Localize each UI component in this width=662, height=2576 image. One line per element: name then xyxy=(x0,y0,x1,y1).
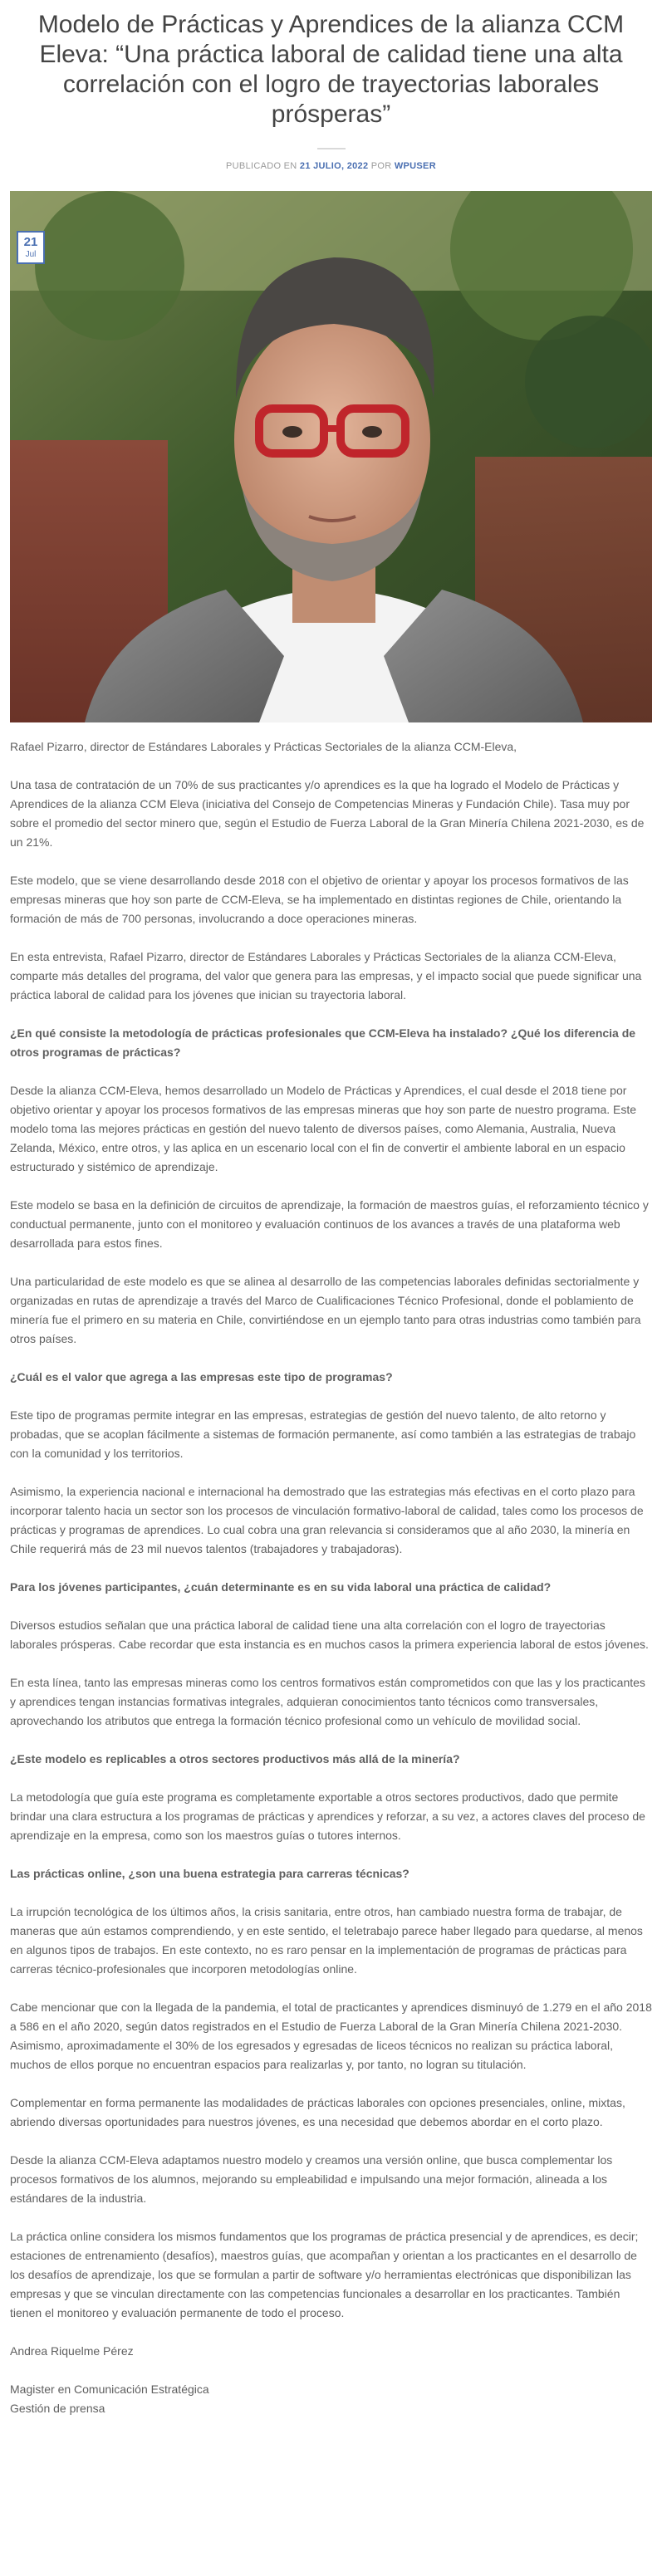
paragraph: Desde la alianza CCM-Eleva adaptamos nuestro modelo y creamos una versión online, que busca complementar los procesos formativos de los alumnos, mejorando su empleabilidad e impulsando una mejor formación, alineada a los estándares de la industria. xyxy=(10,2153,613,2205)
paragraph: Este tipo de programas permite integrar en las empresas, estrategias de gestión del nuevo talento, de alto retorno y probadas, que se acoplan fácilmente a sistemas de formación permanente, así como también a las estrategias de trabajo con la comunidad y los territorios. xyxy=(10,1408,636,1460)
paragraph: Diversos estudios señalan que una práctica laboral de calidad tiene una alta correlación con el logro de trayectorias laborales prósperas. Cabe recordar que esta instancia es en muchos casos la primera experiencia laboral de estos jóvenes. xyxy=(10,1619,649,1651)
signature-department: Gestión de prensa xyxy=(10,2402,105,2415)
paragraph: Asimismo, la experiencia nacional e internacional ha demostrado que las estrategias más efectivas en el corto plazo para incorporar talento hacia un sector son los procesos de vinculación formativo-laboral de calidad, tales como los procesos de prácticas y programas de aprendices. Lo cual cobra una gran relevancia si consideramos que al año 2030, la minería en Chile requerirá más de 23 mil nuevos talentos (trabajadores y trabajadoras). xyxy=(10,1485,644,1555)
badge-month: Jul xyxy=(25,250,37,259)
paragraph: Cabe mencionar que con la llegada de la pandemia, el total de practicantes y aprendices disminuyó de 1.279 en el año 2018 a 586 en el año 2020, según datos registrados en el Estudio de Fuerza Laboral de la Gran Minería Chilena 2021-2030. Asimismo, aproximadamente el 30% de los egresados y egresadas de liceos técnicos no realizan su práctica laboral, muchos de ellos porque no encuentran espacios para realizarlas y, por tanto, no logran su titulación. xyxy=(10,2001,652,2071)
question-heading: ¿Cuál es el valor que agrega a las empresas este tipo de programas? xyxy=(10,1370,393,1383)
paragraph: Una tasa de contratación de un 70% de sus practicantes y/o aprendices es la que ha logrado el Modelo de Prácticas y Aprendices de la alianza CCM Eleva (iniciativa del Consejo de Competencias Mineras y Fundación Chile). Tasa muy por sobre el promedio del sector minero que, según el Estudio de Fuerza Laboral de la Gran Minería Chilena 2021-2030, es de un 21%. xyxy=(10,778,645,849)
paragraph: Este modelo, que se viene desarrollando desde 2018 con el objetivo de orientar y apoyar los procesos formativos de las empresas mineras que hoy son parte de CCM-Eleva, se ha implementado en distintas regiones de Chile, orientando la formación de más de 700 personas, involucrando a doce operaciones mineras. xyxy=(10,874,629,925)
question-heading: Para los jóvenes participantes, ¿cuán determinante es en su vida laboral una práctica de calidad? xyxy=(10,1580,552,1594)
meta-prefix: PUBLICADO EN xyxy=(226,161,297,171)
date-badge xyxy=(17,231,45,264)
question-heading: Las prácticas online, ¿son una buena estrategia para carreras técnicas? xyxy=(10,1867,409,1880)
post-meta xyxy=(10,161,652,171)
article-body xyxy=(10,722,652,2418)
paragraph: Complementar en forma permanente las modalidades de prácticas laborales con opciones presenciales, online, mixtas, abriendo diversas oportunidades para nuestros jóvenes, es una necesidad que debemos abordar en el corto plazo. xyxy=(10,2096,625,2128)
paragraph: La metodología que guía este programa es completamente exportable a otros sectores productivos, dado que permite brindar una clara estructura a los programas de prácticas y aprendices y reforzar, a su vez, a actores claves del proceso de aprendizaje en la empresa, como son los maestros guías o tutores internos. xyxy=(10,1790,645,1842)
meta-author-link[interactable]: WPUSER xyxy=(394,161,436,171)
signature-role: Magister en Comunicación Estratégica xyxy=(10,2383,209,2396)
paragraph: Este modelo se basa en la definición de circuitos de aprendizaje, la formación de maestros guías, el reforzamiento técnico y conductual permanente, junto con el monitoreo y evaluación continuos de los avances a través de una plataforma web desarrollada para estos fines. xyxy=(10,1198,649,1250)
badge-day: 21 xyxy=(23,235,38,249)
image-caption: Rafael Pizarro, director de Estándares Laborales y Prácticas Sectoriales de la alianza CCM-Eleva, xyxy=(10,740,517,753)
signature-name: Andrea Riquelme Pérez xyxy=(10,2344,134,2358)
title-divider xyxy=(317,148,346,149)
portrait-illustration xyxy=(10,191,652,722)
question-heading: ¿Este modelo es replicables a otros sectores productivos más allá de la minería? xyxy=(10,1752,460,1765)
featured-image xyxy=(10,191,652,722)
article xyxy=(10,0,652,2418)
paragraph: En esta entrevista, Rafael Pizarro, director de Estándares Laborales y Prácticas Sectoriales de la alianza CCM-Eleva, comparte más detalles del programa, del valor que genera para las empresas, y el impacto social que puede significar una práctica laboral de calidad para los jóvenes que inician su trayectoria laboral. xyxy=(10,950,642,1002)
paragraph: Desde la alianza CCM-Eleva, hemos desarrollado un Modelo de Prácticas y Aprendices, el cual desde el 2018 tiene por objetivo orientar y apoyar los procesos formativos de las empresas mineras que hoy son parte de nuestro programa. Este modelo toma las mejores prácticas en gestión del nuevo talento de diversos países, como Alemania, Australia, Nueva Zelanda, México, entre otros, y las aplica en un escenario local con el fin de convertir el ambiente laboral en un espacio estructurado y sistémico de aprendizaje. xyxy=(10,1084,637,1173)
paragraph: En esta línea, tanto las empresas mineras como los centros formativos están comprometidos con que las y los practicantes y aprendices tengan instancias formativas integrales, adquieran conocimientos tanto técnicos como transversales, aprovechando los atributos que entrega la formación técnico profesional como un vehículo de movilidad social. xyxy=(10,1676,645,1727)
paragraph: Una particularidad de este modelo es que se alinea al desarrollo de las competencias laborales definidas sectorialmente y organizadas en rutas de aprendizaje a través del Marco de Cualificaciones Técnico Profesional, donde el poblamiento de minería fue el primero en su materia en Chile, convirtiéndose en un ejemplo tanto para otras industrias como también para otros países. xyxy=(10,1275,641,1345)
post-title: Modelo de Prácticas y Aprendices de la alianza CCM Eleva: “Una práctica laboral de calidad tiene una alta correlación con el logro de trayectorias laborales prósperas” xyxy=(37,11,625,128)
meta-by: POR xyxy=(370,161,392,171)
paragraph: La práctica online considera los mismos fundamentos que los programas de práctica presencial y de aprendices, es decir; estaciones de entrenamiento (desafíos), maestros guías, que acompañan y orientan a los practicantes en el desarrollo de los desafíos de aprendizaje, los que se formulan a partir de software y/o herramientas electrónicas que disponibilizan las empresas y que se vinculan directamente con las competencias funcionales a desarrollar en los practicantes. También tienen el monitoreo y evaluación permanente de todo el proceso. xyxy=(10,2230,639,2319)
meta-date-link[interactable]: 21 JULIO, 2022 xyxy=(299,161,369,171)
question-heading: ¿En qué consiste la metodología de prácticas profesionales que CCM-Eleva ha instalado? ¿Qué los diferencia de otros programas de prácticas? xyxy=(10,1026,636,1059)
paragraph: La irrupción tecnológica de los últimos años, la crisis sanitaria, entre otros, han cambiado nuestra forma de trabajar, de maneras que aún estamos comprendiendo, y en este sentido, el teletrabajo parece haber llegado para quedarse, al menos en algunos tipos de trabajos. En este contexto, no es raro pensar en la implementación de programas de prácticas para carreras técnico-profesionales que incorporen metodologías online. xyxy=(10,1905,643,1976)
